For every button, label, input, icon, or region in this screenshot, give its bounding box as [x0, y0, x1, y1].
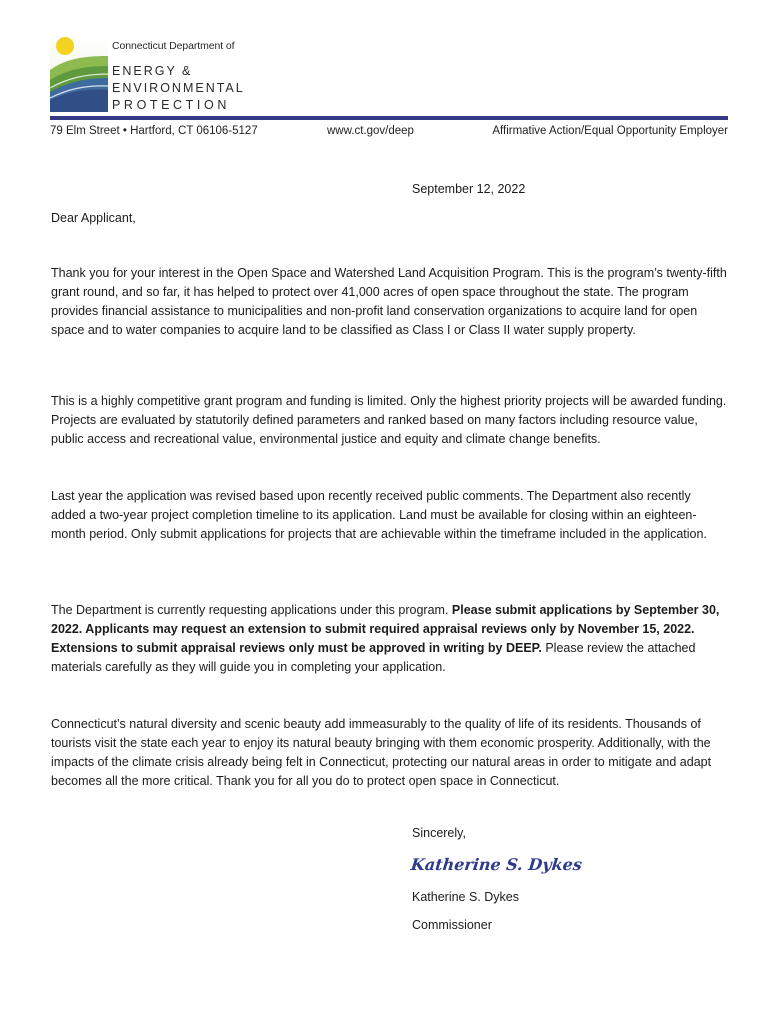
deep-landscape-logo-icon — [50, 34, 108, 112]
paragraph-natural-diversity: Connecticut’s natural diversity and scenic beauty add immeasurably to the quality of life of its residents. Thousands of tourists visit the state each year to enjoy its natural beauty bringing with them economic prosperity. Additionally, with the impacts of the climate crisis already being felt in Connecticut, protecting our natural areas in order to mitigate and adapt becomes all the more critical. Thank you for all you do to protect open space in Connecticut. — [51, 717, 712, 788]
paragraph-program-intro: Thank you for your interest in the Open Space and Watershed Land Acquisition Program. This is the program’s twenty-fifth grant round, and so far, it has helped to protect over 41,000 acres of open space throughout the state. The program provides financial assistance to municipalities and non-profit land conservation organizations to acquire land for open space and to water companies to acquire land to be classified as Class I or Class II water supply property. — [51, 266, 727, 337]
paragraph-application-revision: Last year the application was revised based upon recently received public comments. The Department also recently added a two-year project completion timeline to its application. Land must be available for closing within an eighteen-month period. Only submit applications for projects that are achievable within the timeframe included in the application. — [51, 489, 707, 541]
letter-salutation: Dear Applicant, — [51, 211, 136, 225]
handwritten-signature: Katherine S. Dykes — [410, 855, 583, 874]
logo-energy-text: ENERGY & — [112, 64, 193, 78]
letterhead-employer: Affirmative Action/Equal Opportunity Employer — [492, 125, 728, 137]
signer-title: Commissioner — [412, 918, 492, 932]
logo-department-text: Connecticut Department of — [112, 40, 235, 52]
letterhead-website[interactable]: www.ct.gov/deep — [327, 125, 414, 137]
logo-protection-text: PROTECTION — [112, 98, 230, 112]
paragraph-competitive-grant: This is a highly competitive grant program and funding is limited. Only the highest priority projects will be awarded funding. Projects are evaluated by statutorily defined parameters and ranked based on many factors including resource value, public access and recreational value, environmental justice and equity and climate change benefits. — [51, 394, 727, 446]
letterhead-address: 79 Elm Street • Hartford, CT 06106-5127 — [50, 125, 258, 137]
letterhead-rule — [50, 116, 728, 120]
deadlines-bold-text: Please submit applications by September 30, 2022. Applicants may request an extension to submit required appraisal reviews only by November 15, 2022. Extensions to submit appraisal reviews only must be approved in writing by DEEP. — [51, 603, 720, 655]
paragraph-deadlines — [51, 601, 727, 677]
letter-date: September 12, 2022 — [412, 182, 526, 196]
deadlines-closing-text: Please review the attached materials carefully as they will guide you in completing your application. — [51, 641, 696, 674]
signer-name: Katherine S. Dykes — [412, 890, 519, 904]
letter-closing: Sincerely, — [412, 826, 466, 840]
deadlines-intro-text: The Department is currently requesting applications under this program. — [51, 603, 452, 617]
logo-environmental-text: ENVIRONMENTAL — [112, 81, 245, 95]
deep-logo — [50, 34, 245, 114]
